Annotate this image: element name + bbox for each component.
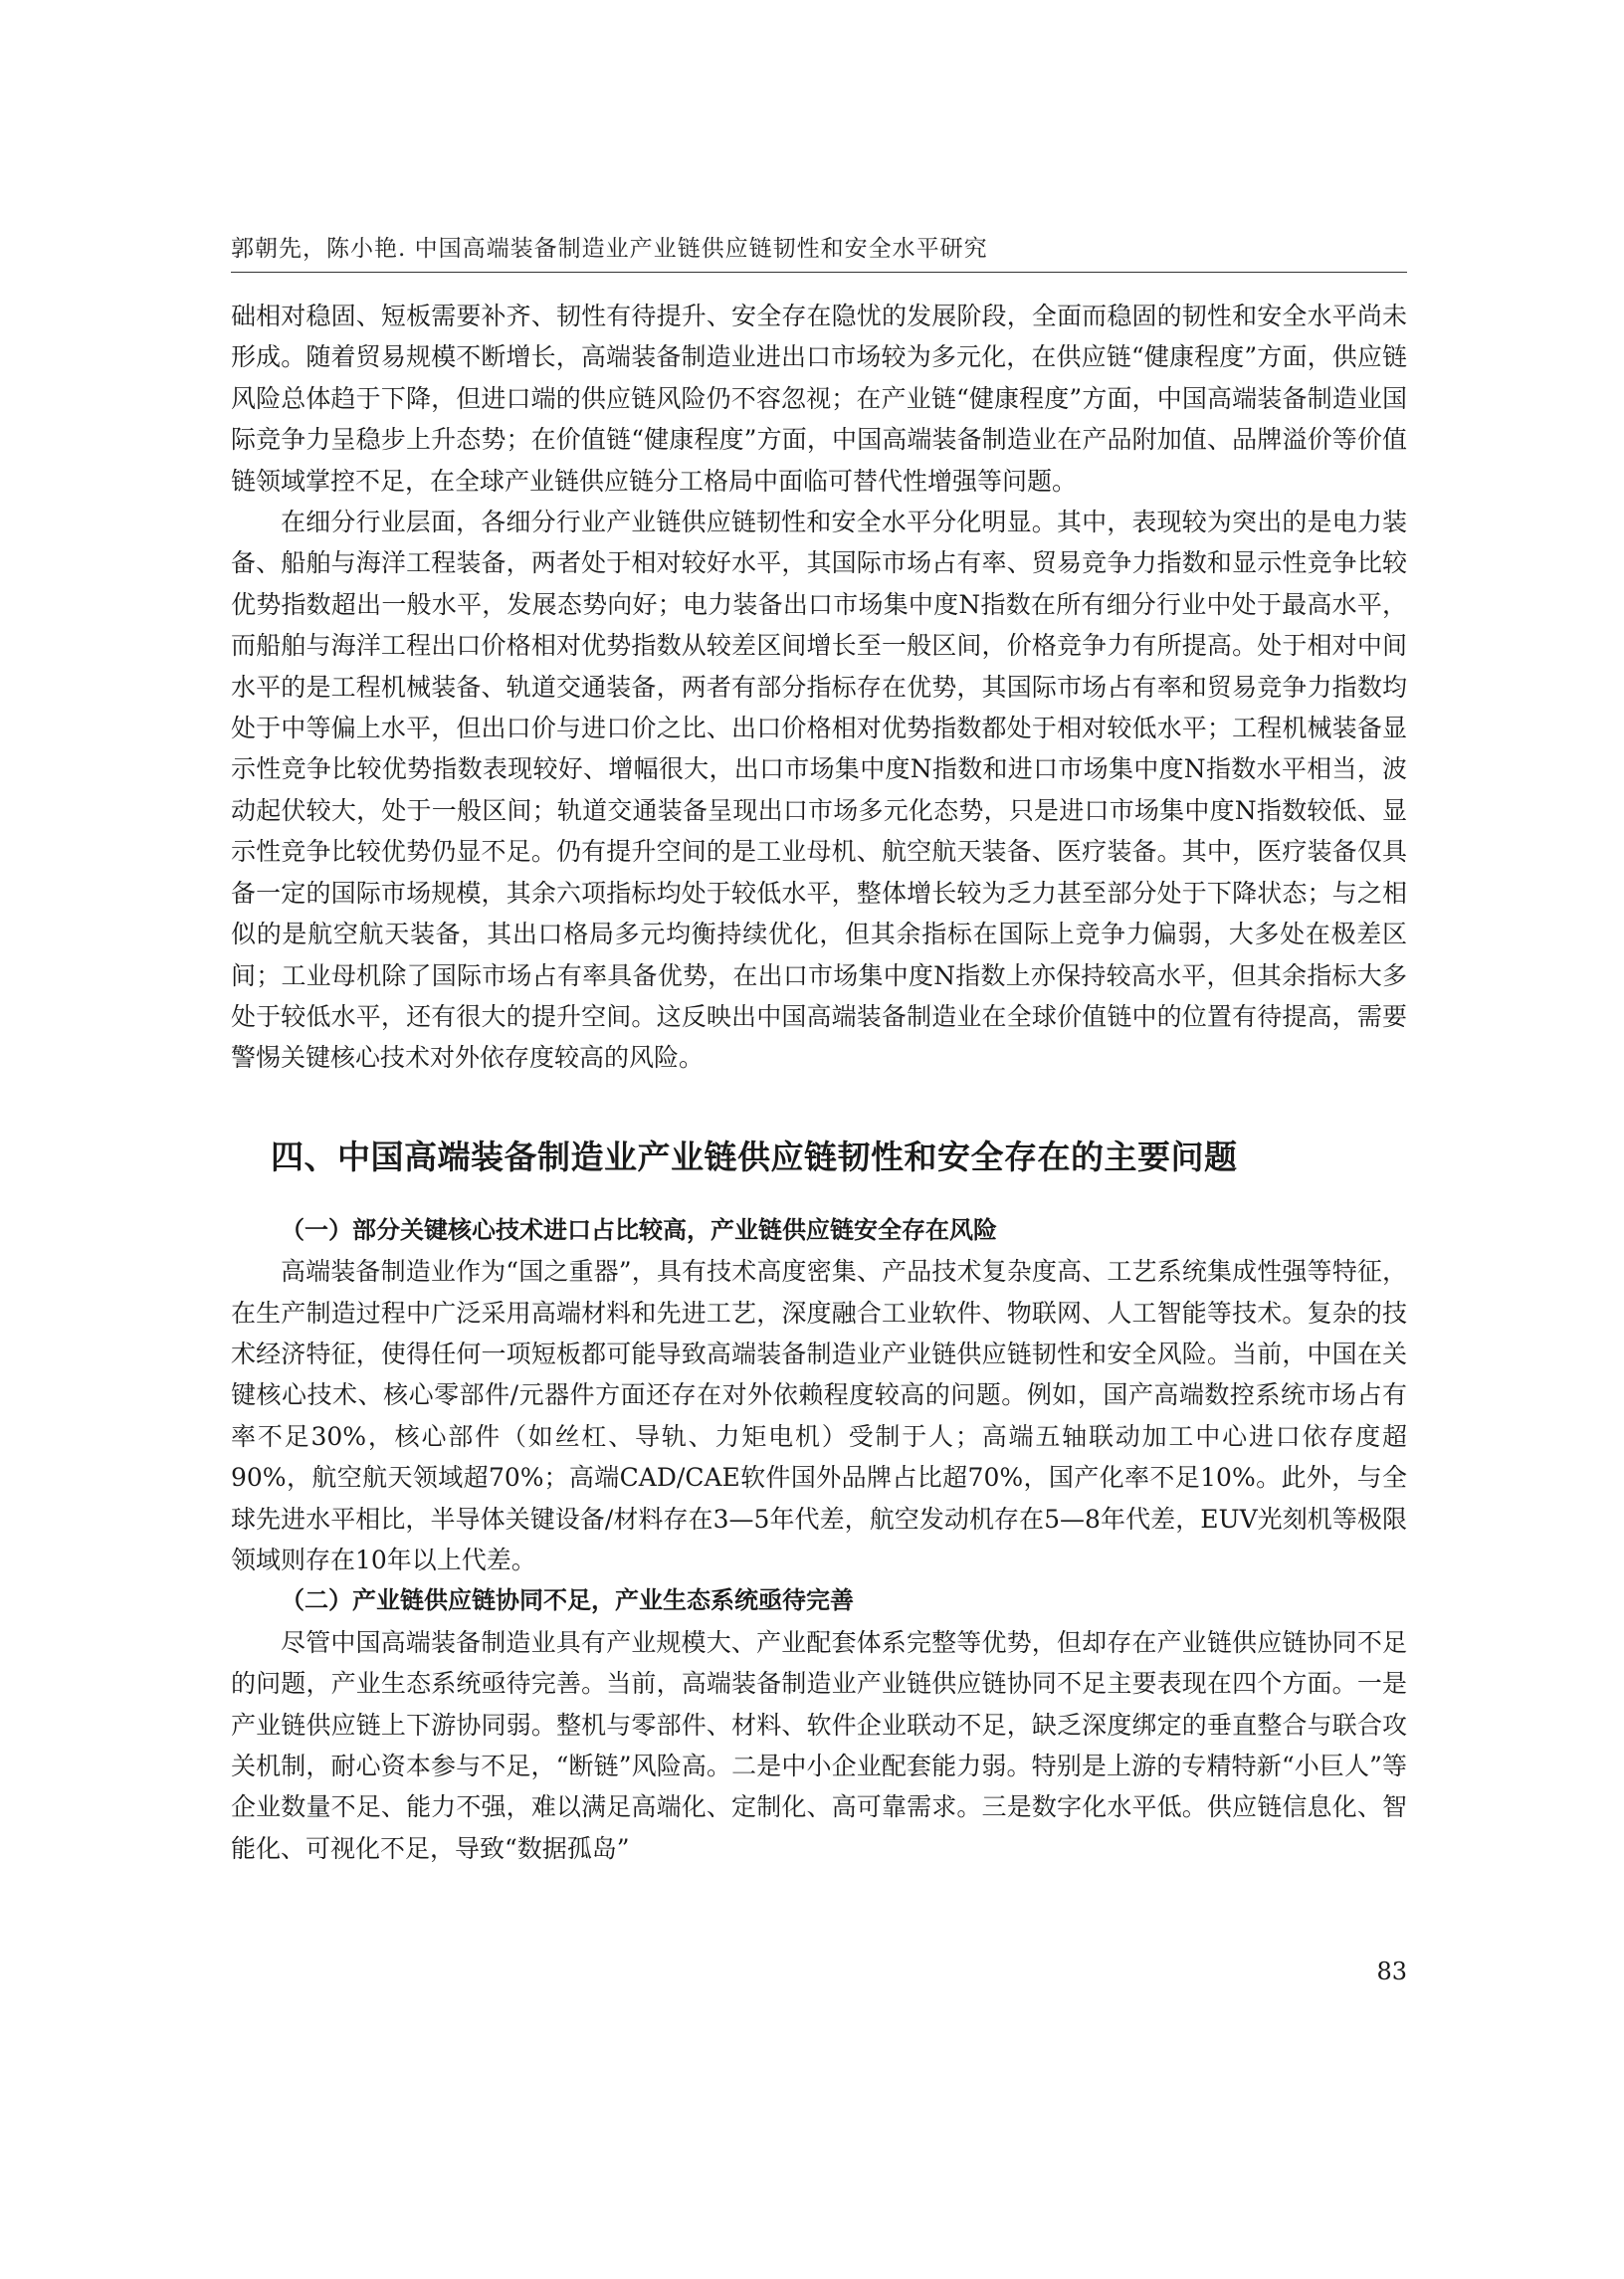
header-divider xyxy=(231,272,1407,273)
subsection-heading-1: （一）部分关键核心技术进口占比较高，产业链供应链安全存在风险 xyxy=(281,1215,997,1244)
body-paragraph-2: 在细分行业层面，各细分行业产业链供应链韧性和安全水平分化明显。其中，表现较为突出的是电力装备、船舶与海洋工程装备，两者处于相对较好水平，其国际市场占有率、贸易竞争力指数和显示性竞争比较优势指数超出一般水平，发展态势向好；电力装备出口市场集中度N指数在所有细分行业中处于最高水平，而船舶与海洋工程出口价格相对优势指数从较差区间增长至一般区间，价格竞争力有所提高。处于相对中间水平的是工程机械装备、轨道交通装备，两者有部分指标存在优势，其国际市场占有率和贸易竞争力指数均处于中等偏上水平，但出口价与进口价之比、出口价格相对优势指数都处于相对较低水平；工程机械装备显示性竞争比较优势指数表现较好、增幅很大，出口市场集中度N指数和进口市场集中度N指数水平相当，波动起伏较大，处于一般区间；轨道交通装备呈现出口市场多元化态势，只是进口市场集中度N指数较低、显示性竞争比较优势仍显不足。仍有提升空间的是工业母机、航空航天装备、医疗装备。其中，医疗装备仅具备一定的国际市场规模，其余六项指标均处于较低水平，整体增长较为乏力甚至部分处于下降状态；与之相似的是航空航天装备，其出口格局多元均衡持续优化，但其余指标在国际上竞争力偏弱，大多处在极差区间；工业母机除了国际市场占有率具备优势，在出口市场集中度N指数上亦保持较高水平，但其余指标大多处于较低水平，还有很大的提升空间。这反映出中国高端装备制造业在全球价值链中的位置有待提高，需要警惕关键核心技术对外依存度较高的风险。 xyxy=(231,508,1407,1073)
paper-page xyxy=(231,0,1407,2279)
article-body xyxy=(231,296,1407,1869)
subsection-heading-2: （二）产业链供应链协同不足，产业生态系统亟待完善 xyxy=(281,1586,854,1615)
page-number: 83 xyxy=(1376,1958,1407,1985)
body-paragraph-1: 础相对稳固、短板需要补齐、韧性有待提升、安全存在隐忧的发展阶段，全面而稳固的韧性和安全水平尚未形成。随着贸易规模不断增长，高端装备制造业进出口市场较为多元化，在供应链“健康程度”方面，供应链风险总体趋于下降，但进口端的供应链风险仍不容忽视；在产业链“健康程度”方面，中国高端装备制造业国际竞争力呈稳步上升态势；在价值链“健康程度”方面，中国高端装备制造业在产品附加值、品牌溢价等价值链领域掌控不足，在全球产业链供应链分工格局中面临可替代性增强等问题。 xyxy=(231,302,1407,496)
body-paragraph-3: 高端装备制造业作为“国之重器”，具有技术高度密集、产品技术复杂度高、工艺系统集成性强等特征，在生产制造过程中广泛采用高端材料和先进工艺，深度融合工业软件、物联网、人工智能等技术。复杂的技术经济特征，使得任何一项短板都可能导致高端装备制造业产业链供应链韧性和安全风险。当前，中国在关键核心技术、核心零部件/元器件方面还存在对外依赖程度较高的问题。例如，国产高端数控系统市场占有率不足30%，核心部件（如丝杠、导轨、力矩电机）受制于人；高端五轴联动加工中心进口依存度超90%，航空航天领域超70%；高端CAD/CAE软件国外品牌占比超70%，国产化率不足10%。此外，与全球先进水平相比，半导体关键设备/材料存在3—5年代差，航空发动机存在5—8年代差，EUV光刻机等极限领域则存在10年以上代差。 xyxy=(231,1257,1407,1574)
section-heading: 四、中国高端装备制造业产业链供应链韧性和安全存在的主要问题 xyxy=(271,1137,1238,1176)
body-paragraph-4: 尽管中国高端装备制造业具有产业规模大、产业配套体系完整等优势，但却存在产业链供应链协同不足的问题，产业生态系统亟待完善。当前，高端装备制造业产业链供应链协同不足主要表现在四个方面。一是产业链供应链上下游协同弱。整机与零部件、材料、软件企业联动不足，缺乏深度绑定的垂直整合与联合攻关机制，耐心资本参与不足，“断链”风险高。二是中小企业配套能力弱。特别是上游的专精特新“小巨人”等企业数量不足、能力不强，难以满足高端化、定制化、高可靠需求。三是数字化水平低。供应链信息化、智能化、可视化不足，导致“数据孤岛” xyxy=(231,1627,1407,1863)
running-header: 郭朝先，陈小艳. 中国高端装备制造业产业链供应链韧性和安全水平研究 xyxy=(231,236,988,262)
